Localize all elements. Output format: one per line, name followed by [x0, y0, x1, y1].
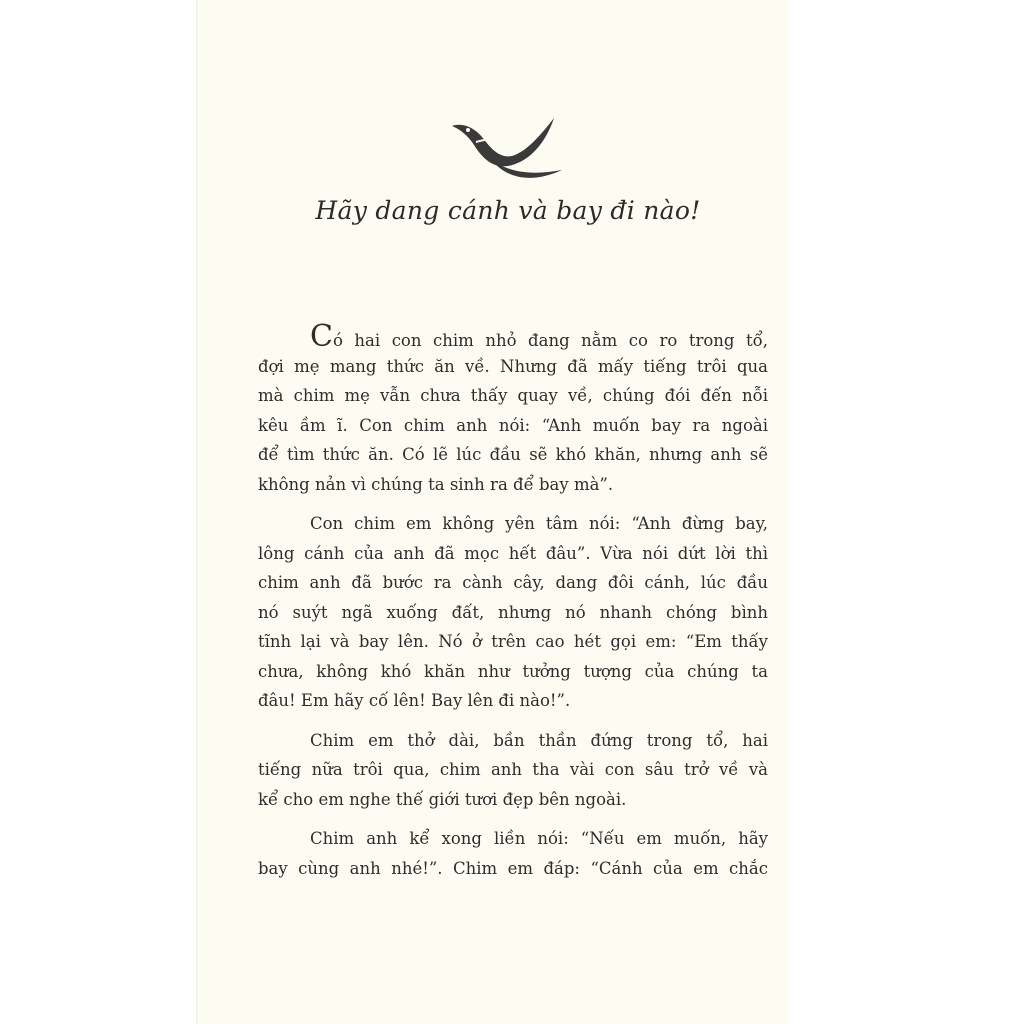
drop-cap: C — [310, 319, 333, 354]
bird-icon — [450, 112, 568, 186]
text-line: kể cho em nghe thế giới tươi đẹp bên ngoài. — [258, 789, 627, 809]
text-line: Con chim em không yên tâm nói: “Anh đừng bay, — [310, 514, 768, 533]
text-line: lông cánh của anh đã mọc hết đâu”. Vừa nói dứt lời thì — [258, 543, 768, 563]
text-line: Có hai con chim nhỏ đang nằm co ro trong tổ, — [310, 319, 768, 354]
text-line: nó suýt ngã xuống đất, nhưng nó nhanh chóng bình — [258, 602, 768, 622]
body-text — [258, 319, 768, 883]
text-line: chưa, không khó khăn như tưởng tượng của chúng ta — [258, 661, 768, 681]
text-line: không nản vì chúng ta sinh ra để bay mà”. — [258, 474, 614, 494]
text-line: bay cùng anh nhé!”. Chim em đáp: “Cánh của em chắc — [258, 858, 768, 878]
text-line: tĩnh lại và bay lên. Nó ở trên cao hét gọi em: “Em thấy — [258, 632, 768, 651]
text-line: đợi mẹ mang thức ăn về. Nhưng đã mấy tiếng trôi qua — [258, 356, 768, 376]
text-line: tiếng nữa trôi qua, chim anh tha vài con sâu trở về và — [258, 760, 768, 779]
text-line: chim anh đã bước ra cành cây, dang đôi cánh, lúc đầu — [258, 573, 768, 592]
text-line: Chim em thở dài, bần thần đứng trong tổ, hai — [310, 730, 768, 750]
text-line: Chim anh kể xong liền nói: “Nếu em muốn, hãy — [310, 829, 768, 848]
text-line: đâu! Em hãy cố lên! Bay lên đi nào!”. — [258, 691, 571, 710]
text-line: kêu ầm ĩ. Con chim anh nói: “Anh muốn bay ra ngoài — [258, 415, 768, 435]
text-line: để tìm thức ăn. Có lẽ lúc đầu sẽ khó khăn, nhưng anh sẽ — [258, 445, 768, 464]
chapter-title: Hãy dang cánh và bay đi nào! — [315, 196, 701, 225]
text-line: mà chim mẹ vẫn chưa thấy quay về, chúng đói đến nỗi — [258, 386, 768, 405]
